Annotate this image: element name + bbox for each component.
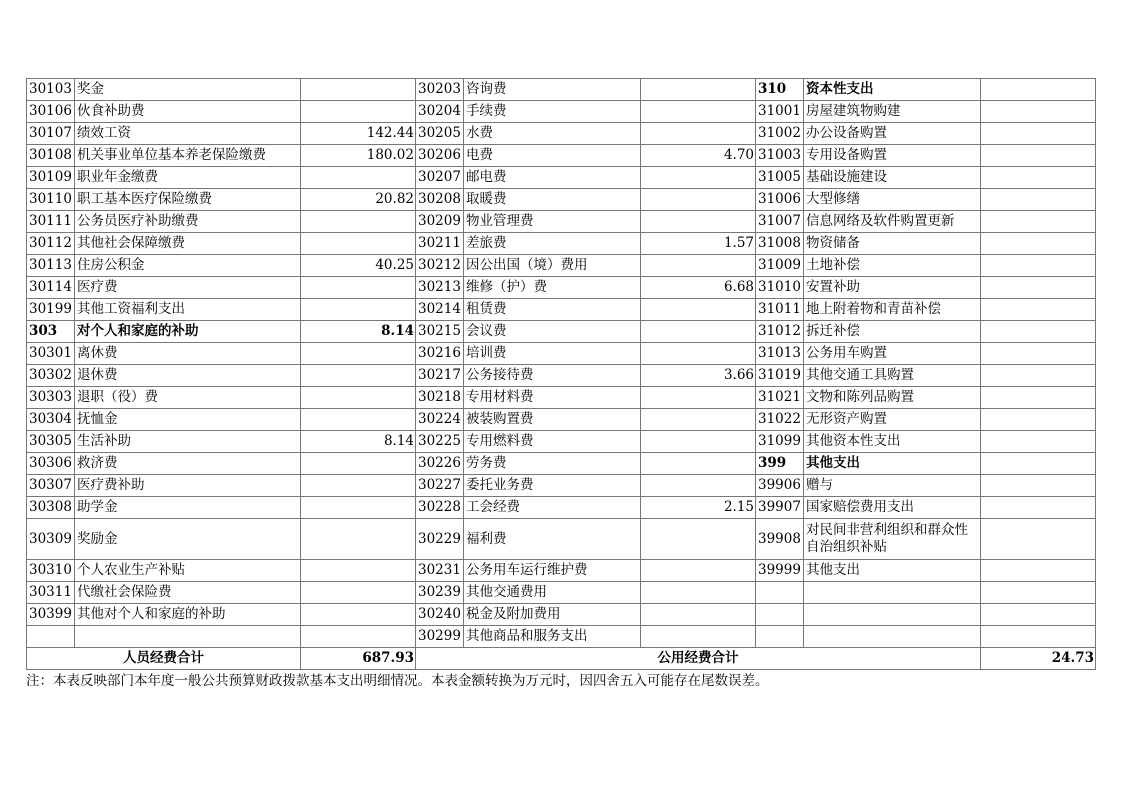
table-row	[27, 453, 1096, 475]
amount-cell: 8.14	[301, 321, 416, 343]
amount-cell	[301, 343, 416, 365]
name-cell: 劳务费	[464, 453, 641, 475]
code-cell: 31008	[756, 233, 804, 255]
table-row	[27, 277, 1096, 299]
name-cell: 办公设备购置	[804, 123, 981, 145]
name-cell: 其他支出	[804, 560, 981, 582]
amount-cell: 8.14	[301, 431, 416, 453]
amount-cell	[641, 582, 756, 604]
amount-cell	[981, 475, 1096, 497]
code-cell: 31002	[756, 123, 804, 145]
amount-cell: 20.82	[301, 189, 416, 211]
amount-cell	[981, 211, 1096, 233]
name-cell: 个人农业生产补贴	[75, 560, 301, 582]
name-cell: 对个人和家庭的补助	[75, 321, 301, 343]
name-cell: 物资储备	[804, 233, 981, 255]
table-row	[27, 167, 1096, 189]
amount-cell: 6.68	[641, 277, 756, 299]
code-cell: 39906	[756, 475, 804, 497]
name-cell: 其他资本性支出	[804, 431, 981, 453]
code-cell: 31007	[756, 211, 804, 233]
code-cell	[756, 626, 804, 648]
name-cell: 其他交通工具购置	[804, 365, 981, 387]
amount-cell	[981, 299, 1096, 321]
name-cell: 基础设施建设	[804, 167, 981, 189]
name-cell: 维修（护）费	[464, 277, 641, 299]
name-cell: 房屋建筑物购建	[804, 101, 981, 123]
code-cell: 30227	[416, 475, 464, 497]
name-cell: 手续费	[464, 101, 641, 123]
amount-cell	[301, 365, 416, 387]
table-body	[27, 79, 1096, 648]
amount-cell	[301, 626, 416, 648]
amount-cell	[981, 365, 1096, 387]
amount-cell	[981, 409, 1096, 431]
amount-cell	[301, 211, 416, 233]
code-cell: 30229	[416, 519, 464, 560]
amount-cell	[641, 519, 756, 560]
amount-cell	[981, 343, 1096, 365]
code-cell: 30207	[416, 167, 464, 189]
code-cell: 399	[756, 453, 804, 475]
amount-cell	[981, 233, 1096, 255]
code-cell: 30114	[27, 277, 75, 299]
amount-cell	[301, 277, 416, 299]
table-row	[27, 604, 1096, 626]
amount-cell	[641, 409, 756, 431]
personnel-total-amount: 687.93	[301, 648, 416, 670]
table-row	[27, 409, 1096, 431]
amount-cell	[981, 255, 1096, 277]
table-row	[27, 233, 1096, 255]
amount-cell	[301, 497, 416, 519]
code-cell	[756, 582, 804, 604]
name-cell: 奖金	[75, 79, 301, 101]
table-note: 注：本表反映部门本年度一般公共预算财政拨款基本支出明细情况。本表金额转换为万元时，因四舍五入可能存在尾数误差。	[26, 673, 769, 689]
name-cell: 对民间非营利组织和群众性自治组织补贴	[804, 519, 981, 560]
name-cell: 其他商品和服务支出	[464, 626, 641, 648]
code-cell: 31012	[756, 321, 804, 343]
amount-cell	[981, 497, 1096, 519]
name-cell: 工会经费	[464, 497, 641, 519]
name-cell: 其他工资福利支出	[75, 299, 301, 321]
amount-cell	[641, 101, 756, 123]
amount-cell	[981, 519, 1096, 560]
name-cell: 退职（役）费	[75, 387, 301, 409]
name-cell: 职业年金缴费	[75, 167, 301, 189]
name-cell: 水费	[464, 123, 641, 145]
code-cell: 30209	[416, 211, 464, 233]
code-cell: 30211	[416, 233, 464, 255]
code-cell: 31001	[756, 101, 804, 123]
amount-cell	[301, 453, 416, 475]
table-row	[27, 211, 1096, 233]
code-cell: 30399	[27, 604, 75, 626]
name-cell: 取暖费	[464, 189, 641, 211]
name-cell: 培训费	[464, 343, 641, 365]
name-cell: 其他支出	[804, 453, 981, 475]
code-cell: 30208	[416, 189, 464, 211]
name-cell: 其他社会保障缴费	[75, 233, 301, 255]
amount-cell	[641, 167, 756, 189]
name-cell: 资本性支出	[804, 79, 981, 101]
table-row	[27, 387, 1096, 409]
code-cell: 310	[756, 79, 804, 101]
name-cell: 公务接待费	[464, 365, 641, 387]
name-cell: 住房公积金	[75, 255, 301, 277]
amount-cell	[301, 560, 416, 582]
personnel-total-label: 人员经费合计	[27, 648, 301, 670]
name-cell	[804, 604, 981, 626]
table-row	[27, 343, 1096, 365]
amount-cell	[641, 431, 756, 453]
amount-cell	[641, 453, 756, 475]
name-cell: 专用设备购置	[804, 145, 981, 167]
code-cell: 31013	[756, 343, 804, 365]
code-cell: 30299	[416, 626, 464, 648]
code-cell: 30111	[27, 211, 75, 233]
name-cell: 大型修缮	[804, 189, 981, 211]
table-row	[27, 255, 1096, 277]
amount-cell	[641, 343, 756, 365]
name-cell: 抚恤金	[75, 409, 301, 431]
code-cell: 30206	[416, 145, 464, 167]
code-cell: 303	[27, 321, 75, 343]
amount-cell: 142.44	[301, 123, 416, 145]
code-cell	[756, 604, 804, 626]
name-cell: 邮电费	[464, 167, 641, 189]
public-total-label: 公用经费合计	[416, 648, 981, 670]
amount-cell	[301, 387, 416, 409]
table-row	[27, 123, 1096, 145]
amount-cell	[301, 582, 416, 604]
amount-cell	[981, 277, 1096, 299]
table-row	[27, 497, 1096, 519]
code-cell: 31010	[756, 277, 804, 299]
name-cell: 公务员医疗补助缴费	[75, 211, 301, 233]
code-cell: 30112	[27, 233, 75, 255]
code-cell: 31099	[756, 431, 804, 453]
amount-cell: 3.66	[641, 365, 756, 387]
name-cell: 救济费	[75, 453, 301, 475]
name-cell: 伙食补助费	[75, 101, 301, 123]
table-row	[27, 79, 1096, 101]
name-cell: 公务用车运行维护费	[464, 560, 641, 582]
code-cell: 30231	[416, 560, 464, 582]
amount-cell	[641, 321, 756, 343]
name-cell: 福利费	[464, 519, 641, 560]
totals-row	[27, 648, 1096, 670]
name-cell: 无形资产购置	[804, 409, 981, 431]
name-cell: 离休费	[75, 343, 301, 365]
code-cell: 30103	[27, 79, 75, 101]
name-cell: 助学金	[75, 497, 301, 519]
name-cell: 国家赔偿费用支出	[804, 497, 981, 519]
table-row	[27, 189, 1096, 211]
code-cell: 30205	[416, 123, 464, 145]
amount-cell	[301, 299, 416, 321]
table-row	[27, 365, 1096, 387]
table-row	[27, 145, 1096, 167]
name-cell: 咨询费	[464, 79, 641, 101]
amount-cell: 40.25	[301, 255, 416, 277]
name-cell: 委托业务费	[464, 475, 641, 497]
amount-cell	[981, 453, 1096, 475]
amount-cell	[641, 79, 756, 101]
amount-cell	[641, 255, 756, 277]
name-cell: 机关事业单位基本养老保险缴费	[75, 145, 301, 167]
name-cell: 地上附着物和青苗补偿	[804, 299, 981, 321]
code-cell: 30240	[416, 604, 464, 626]
name-cell: 拆迁补偿	[804, 321, 981, 343]
code-cell: 30224	[416, 409, 464, 431]
code-cell: 30303	[27, 387, 75, 409]
amount-cell: 180.02	[301, 145, 416, 167]
table-row	[27, 101, 1096, 123]
name-cell: 其他对个人和家庭的补助	[75, 604, 301, 626]
table-row	[27, 626, 1096, 648]
code-cell: 31003	[756, 145, 804, 167]
code-cell: 30215	[416, 321, 464, 343]
amount-cell: 1.57	[641, 233, 756, 255]
amount-cell	[301, 101, 416, 123]
name-cell: 因公出国（境）费用	[464, 255, 641, 277]
name-cell: 赠与	[804, 475, 981, 497]
name-cell: 税金及附加费用	[464, 604, 641, 626]
table-row	[27, 475, 1096, 497]
name-cell: 退休费	[75, 365, 301, 387]
code-cell: 30302	[27, 365, 75, 387]
code-cell: 30108	[27, 145, 75, 167]
name-cell: 信息网络及软件购置更新	[804, 211, 981, 233]
amount-cell	[981, 79, 1096, 101]
code-cell: 30228	[416, 497, 464, 519]
amount-cell	[641, 475, 756, 497]
amount-cell: 4.70	[641, 145, 756, 167]
name-cell: 职工基本医疗保险缴费	[75, 189, 301, 211]
code-cell: 30305	[27, 431, 75, 453]
name-cell: 公务用车购置	[804, 343, 981, 365]
name-cell: 医疗费补助	[75, 475, 301, 497]
amount-cell	[301, 409, 416, 431]
table-row	[27, 299, 1096, 321]
code-cell: 31019	[756, 365, 804, 387]
amount-cell	[981, 604, 1096, 626]
name-cell: 专用燃料费	[464, 431, 641, 453]
code-cell: 30218	[416, 387, 464, 409]
code-cell	[27, 626, 75, 648]
amount-cell	[641, 604, 756, 626]
amount-cell	[981, 560, 1096, 582]
table-row	[27, 431, 1096, 453]
name-cell: 生活补助	[75, 431, 301, 453]
amount-cell	[301, 167, 416, 189]
code-cell: 30217	[416, 365, 464, 387]
amount-cell	[981, 145, 1096, 167]
code-cell: 30214	[416, 299, 464, 321]
name-cell	[75, 626, 301, 648]
code-cell: 30199	[27, 299, 75, 321]
amount-cell	[981, 123, 1096, 145]
table-row	[27, 582, 1096, 604]
amount-cell	[981, 321, 1096, 343]
amount-cell	[641, 299, 756, 321]
name-cell: 电费	[464, 145, 641, 167]
name-cell	[804, 626, 981, 648]
amount-cell	[641, 626, 756, 648]
amount-cell: 2.15	[641, 497, 756, 519]
code-cell: 31009	[756, 255, 804, 277]
code-cell: 31006	[756, 189, 804, 211]
amount-cell	[301, 604, 416, 626]
code-cell: 30225	[416, 431, 464, 453]
code-cell: 30216	[416, 343, 464, 365]
amount-cell	[641, 189, 756, 211]
amount-cell	[981, 387, 1096, 409]
name-cell: 其他交通费用	[464, 582, 641, 604]
code-cell: 30106	[27, 101, 75, 123]
code-cell: 30213	[416, 277, 464, 299]
name-cell: 专用材料费	[464, 387, 641, 409]
code-cell: 31021	[756, 387, 804, 409]
code-cell: 30212	[416, 255, 464, 277]
amount-cell	[981, 167, 1096, 189]
code-cell: 30306	[27, 453, 75, 475]
code-cell: 39907	[756, 497, 804, 519]
amount-cell	[981, 189, 1096, 211]
amount-cell	[641, 123, 756, 145]
code-cell: 30110	[27, 189, 75, 211]
name-cell: 代缴社会保险费	[75, 582, 301, 604]
code-cell: 31022	[756, 409, 804, 431]
name-cell: 会议费	[464, 321, 641, 343]
amount-cell	[981, 626, 1096, 648]
name-cell: 绩效工资	[75, 123, 301, 145]
amount-cell	[301, 233, 416, 255]
name-cell: 租赁费	[464, 299, 641, 321]
amount-cell	[641, 560, 756, 582]
code-cell: 30107	[27, 123, 75, 145]
code-cell: 30309	[27, 519, 75, 560]
code-cell: 30310	[27, 560, 75, 582]
name-cell: 被装购置费	[464, 409, 641, 431]
code-cell: 31005	[756, 167, 804, 189]
name-cell: 物业管理费	[464, 211, 641, 233]
name-cell: 医疗费	[75, 277, 301, 299]
expenditure-detail-table	[26, 78, 1096, 670]
table-row	[27, 560, 1096, 582]
code-cell: 30308	[27, 497, 75, 519]
name-cell: 土地补偿	[804, 255, 981, 277]
name-cell: 文物和陈列品购置	[804, 387, 981, 409]
public-total-amount: 24.73	[981, 648, 1096, 670]
name-cell: 奖励金	[75, 519, 301, 560]
amount-cell	[641, 211, 756, 233]
amount-cell	[301, 519, 416, 560]
code-cell: 30204	[416, 101, 464, 123]
code-cell: 39908	[756, 519, 804, 560]
amount-cell	[981, 582, 1096, 604]
code-cell: 30239	[416, 582, 464, 604]
name-cell	[804, 582, 981, 604]
code-cell: 30113	[27, 255, 75, 277]
amount-cell	[301, 79, 416, 101]
name-cell: 安置补助	[804, 277, 981, 299]
table-row	[27, 321, 1096, 343]
code-cell: 30304	[27, 409, 75, 431]
amount-cell	[301, 475, 416, 497]
code-cell: 39999	[756, 560, 804, 582]
amount-cell	[641, 387, 756, 409]
code-cell: 30301	[27, 343, 75, 365]
code-cell: 30203	[416, 79, 464, 101]
code-cell: 30311	[27, 582, 75, 604]
name-cell: 差旅费	[464, 233, 641, 255]
code-cell: 30307	[27, 475, 75, 497]
table-row	[27, 519, 1096, 560]
amount-cell	[981, 101, 1096, 123]
code-cell: 30226	[416, 453, 464, 475]
amount-cell	[981, 431, 1096, 453]
code-cell: 30109	[27, 167, 75, 189]
code-cell: 31011	[756, 299, 804, 321]
